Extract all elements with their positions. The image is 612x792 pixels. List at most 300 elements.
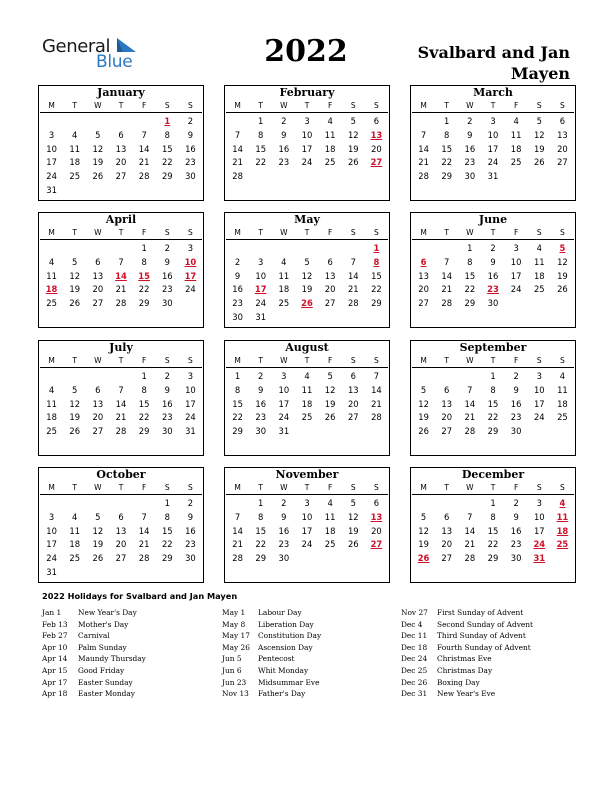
day-cell: 26 xyxy=(69,298,81,309)
holiday-list-item xyxy=(42,642,217,654)
holiday-column xyxy=(42,607,217,700)
day-cell: 10 xyxy=(255,270,267,281)
day-cell: 15 xyxy=(487,398,499,409)
day-cell: 4 xyxy=(304,371,310,381)
day-cell: 24 xyxy=(533,412,545,423)
month-april xyxy=(38,212,204,328)
holiday-name: Constitution Day xyxy=(258,631,322,641)
holiday-list-title: 2022 Holidays for Svalbard and Jan Mayen xyxy=(42,591,238,601)
day-cell: 2 xyxy=(281,498,287,508)
weekday-label: T xyxy=(304,101,310,110)
day-cell: 7 xyxy=(118,256,124,267)
day-cell: 23 xyxy=(161,412,173,423)
day-cell: 30 xyxy=(161,298,173,309)
day-cell: 30 xyxy=(185,553,196,564)
day-cell: 23 xyxy=(278,539,290,550)
day-blank xyxy=(435,370,458,384)
weekday-label: T xyxy=(258,228,263,237)
day-cell: 29 xyxy=(441,171,453,182)
weekday-label: T xyxy=(72,101,77,110)
holiday-list-item xyxy=(42,665,217,677)
day-cell: 13 xyxy=(115,525,127,536)
weekday-label: M xyxy=(420,101,427,110)
holiday-list-item xyxy=(42,688,217,700)
day-cell: 19 xyxy=(69,284,81,295)
day-cell: 16 xyxy=(232,284,243,295)
holiday-list-item xyxy=(42,677,217,689)
weekday-label: M xyxy=(234,101,241,110)
day-cell: 21 xyxy=(464,412,476,423)
day-blank xyxy=(458,497,481,511)
day-blank xyxy=(412,497,435,511)
day-cell: 25 xyxy=(69,553,81,564)
weekday-label: F xyxy=(327,483,333,492)
day-cell: 12 xyxy=(347,511,359,522)
weekday-label: S xyxy=(188,228,193,237)
day-cell: 2 xyxy=(164,371,170,381)
weekday-label: S xyxy=(560,228,565,237)
weekday-label: W xyxy=(466,356,474,365)
weekday-label: S xyxy=(350,356,356,365)
day-cell: 30 xyxy=(510,553,522,564)
holiday-list-item xyxy=(401,665,576,677)
holiday-date: Dec 18 xyxy=(401,642,428,652)
day-cell: 4 xyxy=(559,371,566,381)
day-cell: 29 xyxy=(371,298,382,309)
weekday-label: F xyxy=(513,356,519,365)
day-cell: 17 xyxy=(533,525,545,536)
holiday-list-item xyxy=(222,630,397,642)
day-cell: 21 xyxy=(138,539,150,550)
weekday-label: F xyxy=(141,483,147,492)
day-cell: 2 xyxy=(187,498,194,508)
day-cell: 12 xyxy=(347,129,359,140)
holiday-day-cell: 26 xyxy=(417,553,430,564)
day-cell: 24 xyxy=(46,171,57,182)
holiday-date: May 26 xyxy=(222,642,250,652)
day-cell: 15 xyxy=(232,398,243,409)
day-cell: 10 xyxy=(46,525,57,536)
weekday-label: S xyxy=(536,101,542,110)
day-cell: 27 xyxy=(324,298,336,309)
day-cell: 28 xyxy=(138,553,150,564)
holiday-day-cell: 31 xyxy=(533,553,546,564)
day-cell: 20 xyxy=(347,398,359,409)
day-grid xyxy=(40,497,202,580)
holiday-date: Nov 13 xyxy=(222,689,249,699)
day-cell: 30 xyxy=(161,426,173,437)
day-cell: 17 xyxy=(487,143,499,154)
day-cell: 15 xyxy=(371,270,382,281)
holiday-name: Whit Monday xyxy=(258,665,309,675)
day-blank xyxy=(40,370,63,384)
holiday-list-item xyxy=(222,665,397,677)
day-cell: 27 xyxy=(115,553,127,564)
day-cell: 25 xyxy=(69,171,81,182)
day-cell: 14 xyxy=(232,143,243,154)
day-cell: 20 xyxy=(371,525,382,536)
holiday-column xyxy=(401,607,576,700)
day-cell: 8 xyxy=(164,511,170,522)
day-cell: 9 xyxy=(513,511,519,522)
day-cell: 5 xyxy=(95,511,101,522)
weekday-label: S xyxy=(188,356,193,365)
holiday-list-item xyxy=(401,677,576,689)
weekday-label: T xyxy=(490,228,496,237)
holiday-day-cell: 27 xyxy=(370,539,383,550)
day-cell: 3 xyxy=(258,256,264,267)
day-cell: 13 xyxy=(347,384,359,395)
day-cell: 14 xyxy=(371,384,382,395)
day-cell: 22 xyxy=(232,412,243,423)
day-cell: 14 xyxy=(441,270,453,281)
day-cell: 29 xyxy=(232,426,243,437)
day-cell: 29 xyxy=(464,298,476,309)
month-december xyxy=(410,467,576,583)
weekday-label: M xyxy=(48,228,55,237)
day-cell: 28 xyxy=(347,298,359,309)
day-cell: 5 xyxy=(350,116,356,126)
day-cell: 27 xyxy=(92,426,104,437)
day-cell: 11 xyxy=(324,511,336,522)
weekday-label: T xyxy=(72,356,77,365)
day-cell: 23 xyxy=(185,539,196,550)
day-cell: 30 xyxy=(255,426,267,437)
weekday-label: T xyxy=(118,356,124,365)
day-cell: 10 xyxy=(185,384,196,395)
weekday-label: W xyxy=(94,356,102,365)
day-cell: 24 xyxy=(301,539,313,550)
day-blank xyxy=(458,370,481,384)
day-cell: 25 xyxy=(324,539,336,550)
day-cell: 4 xyxy=(281,256,287,267)
weekday-label: W xyxy=(94,101,102,110)
day-cell: 30 xyxy=(510,426,522,437)
day-cell: 9 xyxy=(467,129,473,140)
day-cell: 16 xyxy=(510,398,522,409)
day-grid xyxy=(226,115,388,184)
day-cell: 11 xyxy=(324,129,336,140)
weekday-header xyxy=(40,227,202,240)
month-march xyxy=(410,85,576,201)
day-cell: 19 xyxy=(557,270,568,281)
day-cell: 26 xyxy=(557,284,568,295)
day-blank xyxy=(109,242,132,256)
day-cell: 29 xyxy=(138,426,150,437)
weekday-label: T xyxy=(258,483,263,492)
day-cell: 19 xyxy=(418,539,429,550)
day-cell: 10 xyxy=(533,384,545,395)
day-cell: 20 xyxy=(115,157,127,168)
day-cell: 1 xyxy=(141,371,147,381)
day-cell: 12 xyxy=(92,143,104,154)
weekday-label: S xyxy=(536,483,542,492)
day-cell: 19 xyxy=(347,143,359,154)
holiday-date: Jun 6 xyxy=(222,665,242,675)
day-cell: 15 xyxy=(255,143,267,154)
holiday-list-item xyxy=(401,688,576,700)
day-cell: 4 xyxy=(72,511,78,522)
day-cell: 14 xyxy=(138,143,150,154)
day-cell: 25 xyxy=(324,157,336,168)
day-cell: 1 xyxy=(141,243,147,253)
day-cell: 18 xyxy=(69,157,81,168)
day-cell: 16 xyxy=(487,270,499,281)
weekday-label: T xyxy=(72,228,77,237)
holiday-date: Dec 24 xyxy=(401,654,428,664)
holiday-name: Mother's Day xyxy=(78,619,129,629)
day-cell: 19 xyxy=(69,412,81,423)
day-cell: 30 xyxy=(185,171,196,182)
day-cell: 9 xyxy=(164,384,170,395)
day-cell: 5 xyxy=(72,256,78,267)
weekday-label: M xyxy=(420,356,427,365)
holiday-date: Dec 4 xyxy=(401,619,423,629)
day-grid xyxy=(40,115,202,198)
day-cell: 21 xyxy=(232,539,243,550)
holiday-list-item xyxy=(222,619,397,631)
holiday-name: Boxing Day xyxy=(437,677,480,687)
holiday-date: Jun 5 xyxy=(222,654,242,664)
month-name: April xyxy=(105,213,137,226)
weekday-label: T xyxy=(258,356,263,365)
holiday-day-cell: 17 xyxy=(254,284,267,295)
day-cell: 15 xyxy=(255,525,267,536)
day-cell: 21 xyxy=(347,284,359,295)
day-cell: 2 xyxy=(258,371,264,381)
weekday-label: T xyxy=(258,101,263,110)
day-blank xyxy=(249,242,272,256)
holiday-column xyxy=(222,607,397,700)
day-cell: 13 xyxy=(92,398,104,409)
day-cell: 22 xyxy=(161,157,173,168)
day-cell: 17 xyxy=(185,398,196,409)
day-cell: 2 xyxy=(513,371,519,381)
weekday-label: S xyxy=(560,483,565,492)
day-cell: 15 xyxy=(138,398,150,409)
day-cell: 20 xyxy=(92,284,104,295)
day-blank xyxy=(109,497,132,511)
holiday-list-item xyxy=(401,642,576,654)
weekday-label: F xyxy=(513,483,519,492)
holiday-day-cell: 18 xyxy=(45,284,58,295)
month-may xyxy=(224,212,390,328)
weekday-label: T xyxy=(444,228,449,237)
day-grid xyxy=(226,497,388,566)
day-cell: 12 xyxy=(533,129,545,140)
day-cell: 28 xyxy=(232,171,243,182)
day-cell: 22 xyxy=(255,539,267,550)
day-cell: 26 xyxy=(347,157,359,168)
day-cell: 4 xyxy=(327,498,333,508)
day-cell: 5 xyxy=(72,384,78,395)
day-cell: 2 xyxy=(234,256,241,267)
holiday-date: Feb 13 xyxy=(42,619,68,629)
day-cell: 25 xyxy=(533,284,545,295)
month-name: September xyxy=(459,341,527,354)
day-cell: 23 xyxy=(510,539,522,550)
day-cell: 5 xyxy=(304,256,310,267)
weekday-label: T xyxy=(118,228,124,237)
day-cell: 21 xyxy=(232,157,243,168)
weekday-label: F xyxy=(327,101,333,110)
holiday-name: Midsummar Eve xyxy=(258,677,320,687)
day-cell: 22 xyxy=(487,539,499,550)
day-cell: 3 xyxy=(187,243,194,253)
day-cell: 3 xyxy=(304,116,310,126)
weekday-header xyxy=(412,482,574,495)
weekday-label: F xyxy=(513,228,519,237)
day-cell: 8 xyxy=(490,511,496,522)
day-cell: 11 xyxy=(46,398,57,409)
month-name: October xyxy=(96,468,146,481)
day-cell: 21 xyxy=(464,539,476,550)
month-november xyxy=(224,467,390,583)
day-cell: 8 xyxy=(141,384,147,395)
holiday-date: Apr 10 xyxy=(42,642,68,652)
weekday-label: F xyxy=(327,228,333,237)
weekday-label: F xyxy=(141,101,147,110)
day-cell: 26 xyxy=(92,171,104,182)
day-cell: 17 xyxy=(533,398,545,409)
day-cell: 21 xyxy=(441,284,453,295)
day-cell: 25 xyxy=(46,426,57,437)
day-cell: 20 xyxy=(371,143,382,154)
day-cell: 3 xyxy=(187,371,194,381)
weekday-label: W xyxy=(466,101,474,110)
day-cell: 6 xyxy=(118,511,124,522)
day-cell: 22 xyxy=(464,284,476,295)
holiday-list-item xyxy=(222,688,397,700)
day-blank xyxy=(133,115,156,129)
day-cell: 17 xyxy=(46,539,57,550)
day-cell: 16 xyxy=(161,270,173,281)
day-cell: 7 xyxy=(141,511,147,522)
day-cell: 22 xyxy=(138,284,150,295)
day-cell: 29 xyxy=(487,426,499,437)
weekday-label: M xyxy=(234,356,241,365)
month-name: August xyxy=(285,341,329,354)
holiday-list-item xyxy=(401,653,576,665)
day-cell: 5 xyxy=(327,371,333,381)
weekday-label: T xyxy=(490,483,496,492)
day-cell: 26 xyxy=(69,426,81,437)
weekday-label: W xyxy=(280,101,288,110)
day-cell: 24 xyxy=(255,298,267,309)
day-cell: 18 xyxy=(324,143,336,154)
day-cell: 21 xyxy=(138,157,150,168)
day-cell: 23 xyxy=(255,412,267,423)
holiday-name: Pentecost xyxy=(258,654,295,664)
holiday-list-item xyxy=(42,607,217,619)
holiday-list-item xyxy=(401,630,576,642)
holiday-date: Dec 11 xyxy=(401,631,428,641)
weekday-label: M xyxy=(420,228,427,237)
month-february xyxy=(224,85,390,201)
holiday-date: Dec 31 xyxy=(401,689,428,699)
day-cell: 2 xyxy=(513,498,519,508)
day-cell: 18 xyxy=(278,284,290,295)
day-cell: 25 xyxy=(301,412,313,423)
holiday-day-cell: 10 xyxy=(184,256,197,267)
day-cell: 2 xyxy=(490,243,496,253)
month-name: June xyxy=(478,213,508,226)
day-cell: 5 xyxy=(95,129,101,140)
day-cell: 10 xyxy=(510,256,522,267)
month-june xyxy=(410,212,576,328)
day-cell: 7 xyxy=(141,129,147,140)
day-cell: 12 xyxy=(92,525,104,536)
day-cell: 25 xyxy=(278,298,290,309)
day-cell: 9 xyxy=(234,270,241,281)
day-cell: 30 xyxy=(278,553,290,564)
weekday-label: S xyxy=(164,101,170,110)
day-cell: 30 xyxy=(487,298,499,309)
day-cell: 3 xyxy=(281,371,287,381)
weekday-label: M xyxy=(48,356,55,365)
holiday-day-cell: 27 xyxy=(370,157,383,168)
day-cell: 14 xyxy=(464,398,476,409)
day-cell: 18 xyxy=(557,398,568,409)
weekday-label: S xyxy=(188,483,193,492)
weekday-label: T xyxy=(490,101,496,110)
day-cell: 24 xyxy=(185,284,196,295)
holiday-date: Apr 15 xyxy=(42,665,68,675)
day-blank xyxy=(226,497,249,511)
holiday-name: New Year's Eve xyxy=(437,689,496,699)
day-blank xyxy=(63,242,86,256)
day-cell: 24 xyxy=(46,553,57,564)
holiday-day-cell: 13 xyxy=(370,511,383,522)
day-cell: 12 xyxy=(324,384,336,395)
day-cell: 6 xyxy=(373,116,380,126)
day-cell: 18 xyxy=(324,525,336,536)
day-cell: 27 xyxy=(441,426,453,437)
day-cell: 19 xyxy=(347,525,359,536)
day-cell: 9 xyxy=(281,511,287,522)
day-cell: 14 xyxy=(347,270,359,281)
weekday-header xyxy=(226,482,388,495)
holiday-day-cell: 8 xyxy=(373,256,380,267)
day-blank xyxy=(412,115,435,129)
day-cell: 7 xyxy=(350,256,356,267)
day-cell: 16 xyxy=(161,398,173,409)
holiday-list-item xyxy=(42,619,217,631)
day-cell: 13 xyxy=(557,129,568,140)
day-cell: 18 xyxy=(510,143,522,154)
day-cell: 9 xyxy=(187,511,194,522)
day-cell: 20 xyxy=(557,143,568,154)
holiday-day-cell: 26 xyxy=(301,298,313,309)
day-cell: 12 xyxy=(301,270,313,281)
day-cell: 3 xyxy=(48,511,55,522)
day-cell: 15 xyxy=(487,525,499,536)
weekday-label: F xyxy=(141,356,147,365)
day-cell: 15 xyxy=(161,143,173,154)
month-name: July xyxy=(109,341,133,354)
day-cell: 16 xyxy=(185,525,196,536)
day-cell: 8 xyxy=(164,129,170,140)
day-blank xyxy=(133,497,156,511)
day-cell: 10 xyxy=(487,129,499,140)
day-cell: 29 xyxy=(161,553,173,564)
holiday-name: Easter Monday xyxy=(78,689,135,699)
day-grid xyxy=(40,370,202,439)
weekday-label: S xyxy=(374,356,379,365)
day-cell: 1 xyxy=(467,243,473,253)
day-cell: 6 xyxy=(373,498,380,508)
day-cell: 21 xyxy=(418,157,429,168)
